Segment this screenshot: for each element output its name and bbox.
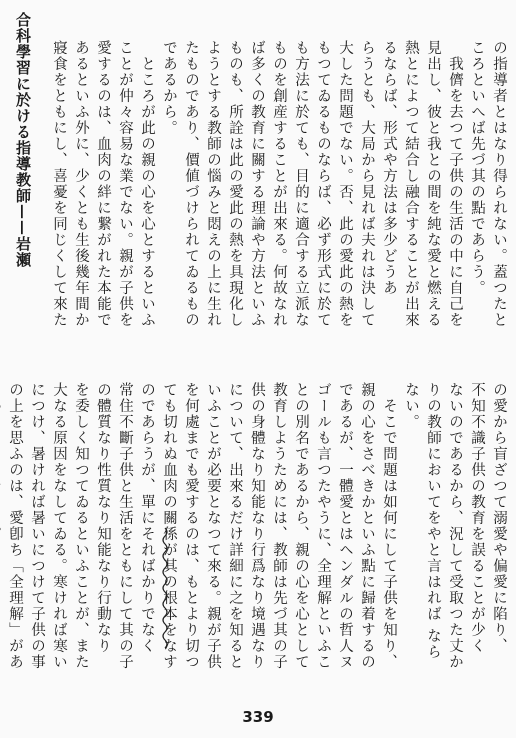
running-head: 合科學習に於ける指導教師——岩瀬 (14, 12, 32, 268)
text-line: 愛するのは、血肉の絆に繋がれた本能で (95, 40, 111, 328)
text-line: 常住不斷子供と生活をともにして其の子 (117, 382, 133, 670)
text-line: ころといへば先づ其の點であらう。 (469, 40, 485, 296)
text-line: の指導者とはなり得られない。蓋つたと (491, 40, 507, 328)
text-line: 大なる原因をなしてゐる。寒ければ寒い (51, 382, 67, 670)
text-line: の體質なり性質なり知能なり行動なり (95, 382, 111, 654)
text-line: ものを創産することが出來る。何故なれ (271, 40, 287, 328)
text-line: ものも、所詮は此の愛此の熱を具現化し (227, 40, 243, 328)
text-line: 寢食をともにし、喜憂を同じくして來た (51, 40, 67, 328)
text-line: を何處までも愛するのは、もとより切つ (183, 382, 199, 670)
text-line: ないのであるから、況して受取つた丈か (447, 382, 463, 670)
wavy-emphasis-mark (160, 528, 170, 648)
text-line: らうとも、大局から見れば夫れは決して (359, 40, 375, 328)
text-line: もつてゐるものならば、必ず形式に於て (315, 40, 331, 328)
text-line: であるが、一體愛とはヘンダルの哲人ヌ (337, 382, 353, 670)
text-line: ところが此の親の心を心とするといふ (139, 40, 155, 328)
text-line: のであらうが、單にそればかりでなく (139, 382, 155, 654)
text-block-upper (36, 40, 510, 330)
text-line: ても切れぬ血肉の關係が其の根本をなす (161, 382, 177, 670)
text-line: について、出來るだけ詳細に之を知ると (227, 382, 243, 670)
text-line: 熱とによつて結合し融合することが出來 (403, 40, 419, 328)
text-line: いふことが必要となつて來る。親が子供 (205, 382, 221, 670)
text-line: の上を思ふのは、愛卽ち「全理解」があ (7, 382, 23, 670)
text-line: ゴールも言つたやうに、全理解といふこ (315, 382, 331, 670)
text-line: あるといふ外に、少くとも生後幾年間か (73, 40, 89, 328)
text-line: りの教師においてをやと言はれば なら (425, 382, 441, 661)
text-line: ない。 (403, 382, 419, 430)
text-line: との別名であるから、親の心を心として (293, 382, 309, 670)
text-line: 教育しようためには、教師は先づ其の子 (271, 382, 287, 670)
text-line: の愛から盲ざつて溺愛や偏愛に陷り、 (491, 382, 507, 654)
text-line: も方法に於ても、目的に適合する立派な (293, 40, 309, 328)
text-line: 親の心をさべきかといふ點に歸着するの (359, 382, 375, 670)
text-line: たものであり、價値づけられてゐるもの (183, 40, 199, 328)
text-line: を委しく知つてゐるといふことが、また (73, 382, 89, 670)
text-line: 大した問題でない。否、此の愛此の熱を (337, 40, 353, 328)
text-line: 不知不識子供の教育を誤ることが少く (469, 382, 485, 654)
text-line: 見出し、彼と我との間を純な愛と燃える (425, 40, 441, 328)
text-block-lower (7, 382, 510, 702)
text-line: ことが仲々容易な業でない。親が子供を (117, 40, 133, 328)
text-line: そこで問題は如何にして子供を知り、 (381, 382, 397, 670)
text-line: るならば、形式や方法は多少どうあ (381, 40, 397, 296)
text-line: 我儕を去つて子供の生活の中に自己を (447, 40, 463, 328)
text-line: 供の身體なり知能なり行爲なり境遇なり (249, 382, 265, 670)
text-line: であるから。 (161, 40, 177, 136)
text-line: につけ、暑ければ暑いにつけて子供の事 (29, 382, 45, 670)
page-number: 339 (242, 708, 274, 726)
text-line: ようとする教師の惱みと悶えの上に生れ (205, 40, 221, 328)
text-line: ば多くの教育に關する理論や方法といふ (249, 40, 265, 328)
